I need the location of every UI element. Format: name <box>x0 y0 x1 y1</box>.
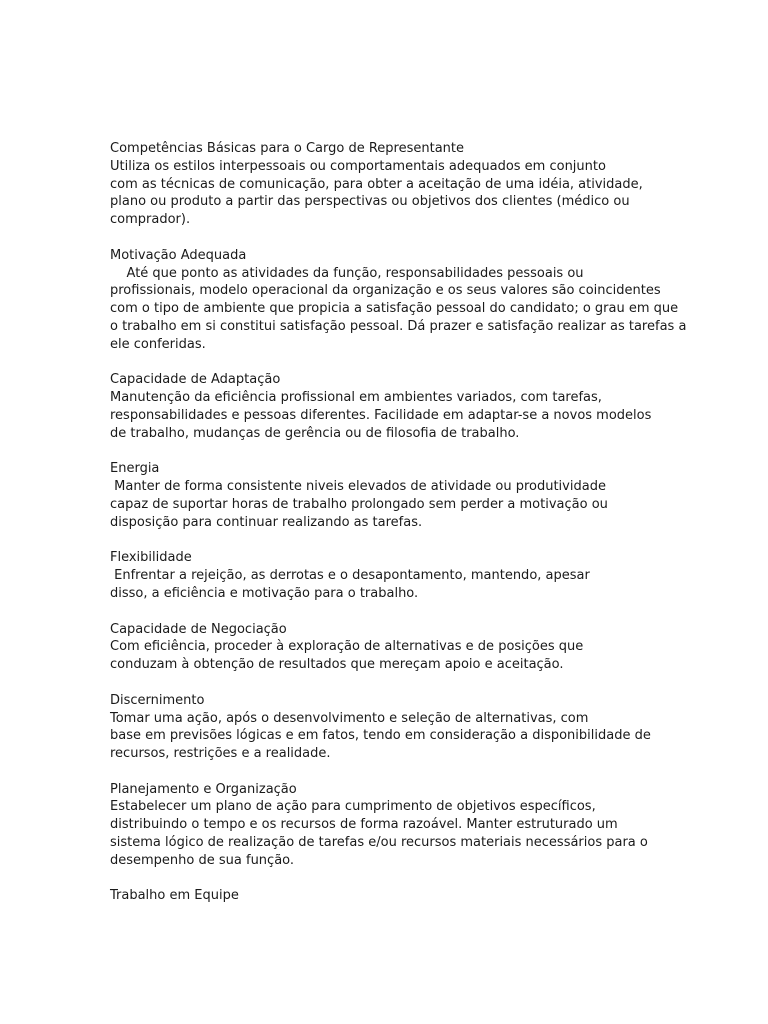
paragraph-line: Manutenção da eficiência profissional em ambientes variados, com tarefas, <box>110 390 602 406</box>
paragraph-line: disposição para continuar realizando as tarefas. <box>110 514 423 530</box>
blank-line <box>110 229 670 247</box>
section-motivation <box>110 247 687 354</box>
paragraph-line: Utiliza os estilos interpessoais ou comportamentais adequados em conjunto <box>110 158 606 174</box>
section-flexibility <box>110 549 670 602</box>
paragraph-line: Tomar uma ação, após o desenvolvimento e seleção de alternativas, com <box>110 710 589 726</box>
blank-line <box>110 532 670 550</box>
paragraph-line: recursos, restrições e a realidade. <box>110 746 331 762</box>
section-planning <box>110 781 670 870</box>
section-energy <box>110 460 670 531</box>
section-heading: Trabalho em Equipe <box>110 888 239 904</box>
paragraph-line: Manter de forma consistente niveis elevados de atividade ou produtividade <box>110 479 606 495</box>
section-heading: Motivação Adequada <box>110 247 247 263</box>
paragraph-line: o trabalho em si constitui satisfação pessoal. Dá prazer e satisfação realizar as tarefas a <box>110 318 687 334</box>
paragraph-line: sistema lógico de realização de tarefas e/ou recursos materiais necessários para o <box>110 835 648 851</box>
blank-line <box>110 603 670 621</box>
section-negotiation <box>110 621 670 674</box>
blank-line <box>110 674 670 692</box>
paragraph-line: capaz de suportar horas de trabalho prolongado sem perder a motivação ou <box>110 496 608 512</box>
paragraph-line: Estabelecer um plano de ação para cumprimento de objetivos específicos, <box>110 799 596 815</box>
section-heading: Capacidade de Negociação <box>110 621 287 637</box>
section-heading: Competências Básicas para o Cargo de Representante <box>110 141 464 156</box>
paragraph-line: Com eficiência, proceder à exploração de alternativas e de posições que <box>110 639 584 655</box>
blank-line <box>110 443 670 461</box>
section-basic-competencies <box>110 140 670 229</box>
section-heading: Capacidade de Adaptação <box>110 372 281 388</box>
paragraph-line: ele conferidas. <box>110 336 206 352</box>
section-heading: Energia <box>110 461 160 477</box>
paragraph-line: comprador). <box>110 212 191 228</box>
paragraph-line: de trabalho, mudanças de gerência ou de filosofia de trabalho. <box>110 425 520 441</box>
paragraph-line: com o tipo de ambiente que propicia a satisfação pessoal do candidato; o grau em que <box>110 301 679 317</box>
paragraph-line: base em previsões lógicas e em fatos, tendo em consideração a disponibilidade de <box>110 728 651 744</box>
paragraph-line: Até que ponto as atividades da função, responsabilidades pessoais ou <box>110 265 584 281</box>
paragraph-line: Enfrentar a rejeição, as derrotas e o desapontamento, mantendo, apesar <box>110 568 590 584</box>
paragraph-line: plano ou produto a partir das perspectivas ou objetivos dos clientes (médico ou <box>110 194 630 210</box>
paragraph-line: desempenho de sua função. <box>110 852 295 868</box>
document-body <box>110 140 687 905</box>
section-discernment <box>110 692 670 763</box>
paragraph-line: responsabilidades e pessoas diferentes. Facilidade em adaptar-se a novos modelos <box>110 407 652 423</box>
section-heading: Planejamento e Organização <box>110 781 297 797</box>
paragraph-line: disso, a eficiência e motivação para o trabalho. <box>110 585 419 601</box>
section-teamwork <box>110 887 670 905</box>
section-adaptability <box>110 371 670 442</box>
section-heading: Flexibilidade <box>110 550 192 566</box>
paragraph-line: conduzam à obtenção de resultados que mereçam apoio e aceitação. <box>110 657 564 673</box>
blank-line <box>110 354 670 372</box>
paragraph-line: distribuindo o tempo e os recursos de forma razoável. Manter estruturado um <box>110 817 618 833</box>
section-heading: Discernimento <box>110 692 205 708</box>
paragraph-line: com as técnicas de comunicação, para obter a aceitação de uma idéia, atividade, <box>110 176 643 192</box>
paragraph-line: profissionais, modelo operacional da organização e os seus valores são coincidentes <box>110 283 661 299</box>
blank-line <box>110 870 670 888</box>
blank-line <box>110 763 670 781</box>
